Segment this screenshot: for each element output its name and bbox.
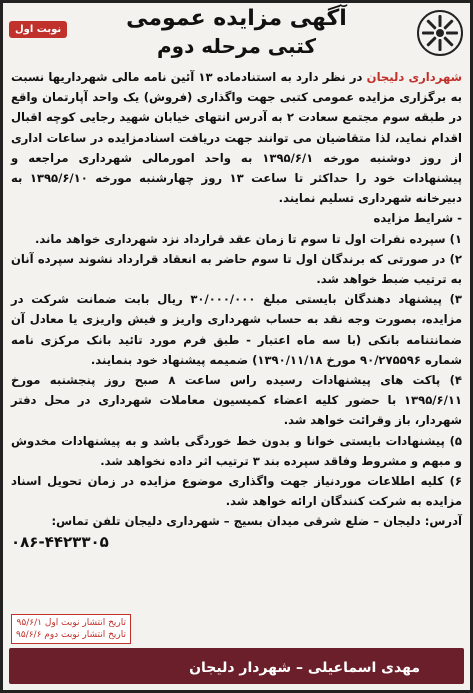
publication-dates: [11, 614, 131, 644]
condition-item: ۱) سپرده نفرات اول تا سوم تا زمان عقد قرارداد نزد شهرداری خواهد ماند.: [34, 231, 462, 246]
municipality-logo-icon: [416, 9, 464, 57]
ad-title: آگهی مزایده عمومی: [126, 6, 347, 31]
title-block: [73, 5, 400, 59]
first-publication-date: تاریخ انتشار نوبت اول ۹۵/۶/۱: [16, 618, 127, 628]
address-text: آدرس: دلیجان – ضلع شرقی میدان بسیج – شهرداری دلیجان تلفن تماس:: [51, 514, 462, 529]
signature: مهدی اسماعیلی – شهردار دلیجان: [189, 660, 420, 676]
ad-subtitle: کتبی مرحله دوم: [156, 34, 316, 58]
second-publication-date: تاریخ انتشار نوبت دوم ۹۵/۶/۶: [16, 630, 127, 640]
org-name: شهرداری دلیجان: [366, 70, 463, 84]
phone-line: [11, 532, 462, 553]
address-line: [11, 511, 462, 531]
condition-item: ۵) پیشنهادات بایستی خوانا و بدون خط خوردگی باشد و به پیشنهادات مخدوش و مبهم و مشروط وفاقد سپرده بند ۳ ترتیب اثر داده نخواهد شد.: [11, 433, 462, 468]
header: [3, 3, 470, 67]
condition-item: ۳) پیشنهاد دهندگان بایستی مبلغ ۳۰/۰۰۰/۰۰۰ ریال بابت ضمانت شرکت در مزایده، بصورت وجه نقد به حساب شهرداری واریز و فیش واریزی یا معادل آن ضمانتنامه بانکی (با سه ماه اعتبار - طبق فرم مورد تائید بانک مرکزی نامه شماره ۹۰/۲۷۵۵۹۶ مورخ ۱۳۹۰/۱۱/۱۸) ضمیمه پیشنهاد خود بنمایند.: [11, 292, 462, 367]
conditions-title: - شرایط مزایده: [373, 211, 462, 226]
intro-text: در نظر دارد به استنادماده ۱۳ آئین نامه مالی شهرداریها نسبت به برگزاری مزایده عمومی کتبی جهت واگذاری (فروش) یک واحد آپارتمان واقع در طبقه سوم مجتمع سعادت ۲ به آدرس انتهای خیابان شهید رجایی کوچه اقبال اقدام نماید، لذا متقاضیان می توانند جهت دریافت اسنادمزایده در ساعات اداری از روز دوشنبه مورخه ۱۳۹۵/۶/۱ به واحد امورمالی شهرداری مراجعه و پیشنهادات خود را حداکثر تا ساعت ۱۳ روز چهارشنبه مورخه ۱۳۹۵/۶/۱۰ به دبیرخانه شهرداری تسلیم نمایند.: [11, 70, 462, 206]
intro-paragraph: [11, 67, 462, 208]
publication-badge: نوبت اول: [9, 21, 67, 38]
phone-number: ۰۸۶-۴۴۲۳۳۰۵: [11, 532, 109, 551]
ad-body: [11, 67, 462, 553]
condition-item: ۲) در صورتی که برندگان اول تا سوم حاضر به انعقاد قرارداد نشوند سپرده آنان به ترتیب ضبط خواهد شد.: [11, 251, 462, 287]
condition-item: ۴) پاکت های پیشنهادات رسیده راس ساعت ۸ صبح روز پنجشنبه مورخ ۱۳۹۵/۶/۱۱ با حضور کلیه اعضاء کمیسیون معاملات شهرداری در محل دفتر شهردار، باز وقرائت خواهد شد.: [11, 373, 462, 428]
condition-item: ۶) کلیه اطلاعات موردنیاز جهت واگذاری موضوع مزایده در زمان تحویل اسناد مزایده به شرکت کنندگان ارائه خواهد شد.: [11, 474, 462, 509]
